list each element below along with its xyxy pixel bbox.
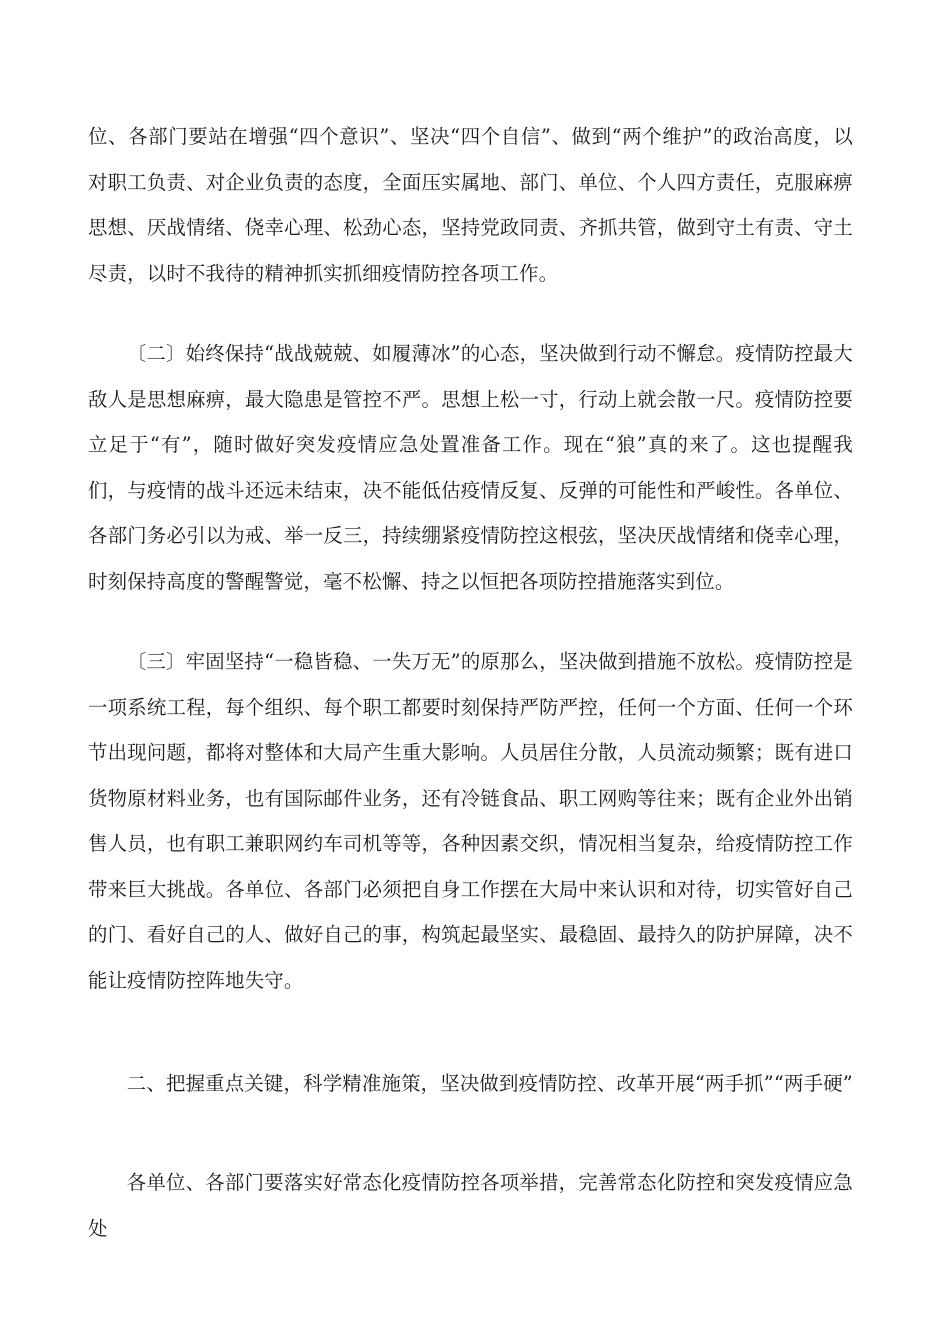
- paragraph-continuation: 位、各部门要站在增强“四个意识”、坚决“四个自信”、做到“两个维护”的政治高度，以对职工负责、对企业负责的态度，全面压实属地、部门、单位、个人四方责任，克服麻痹思想、厌战情绪、侥幸心理、松劲心态，坚持党政同责、齐抓共管，做到守土有责、守土尽责，以时不我待的精神抓实抓细疫情防控各项工作。: [88, 125, 853, 285]
- heading-part-two: 二、把握重点关键，科学精准施策，坚决做到疫情防控、改革开展“两手抓”“两手硬”: [126, 1072, 853, 1095]
- paragraph-part-two-intro: 各单位、各部门要落实好常态化疫情防控各项举措，完善常态化防控和突发疫情应急处: [88, 1171, 853, 1240]
- paragraph-section-three: 〔三〕牢固坚持“一稳皆稳、一失万无”的原那么，坚决做到措施不放松。疫情防控是一项系统工程，每个组织、每个职工都要时刻保持严防严控，任何一个方面、任何一个环节出现问题，都将对整体和大局产生重大影响。人员居住分散，人员流动频繁；既有进口货物原材料业务，也有国际邮件业务，还有冷链食品、职工网购等往来；既有企业外出销售人员，也有职工兼职网约车司机等等，各种因素交织，情况相当复杂，给疫情防控工作带来巨大挑战。各单位、各部门必须把自身工作摆在大局中来认识和对待，切实管好自己的门、看好自己的人、做好自己的事，构筑起最坚实、最稳固、最持久的防护屏障，决不能让疫情防控阵地失守。: [88, 650, 853, 992]
- paragraph-section-two: 〔二〕始终保持“战战兢兢、如履薄冰”的心态，坚决做到行动不懈怠。疫情防控最大敌人是思想麻痹，最大隐患是管控不严。思想上松一寸，行动上就会散一尺。疫情防控要立足于“有”，随时做好突发疫情应急处置准备工作。现在“狼”真的来了。这也提醒我们，与疫情的战斗还远未结束，决不能低估疫情反复、反弹的可能性和严峻性。各单位、各部门务必引以为戒、举一反三，持续绷紧疫情防控这根弦，坚决厌战情绪和侥幸心理，时刻保持高度的警醒警觉，毫不松懈、持之以恒把各项防控措施落实到位。: [88, 342, 853, 593]
